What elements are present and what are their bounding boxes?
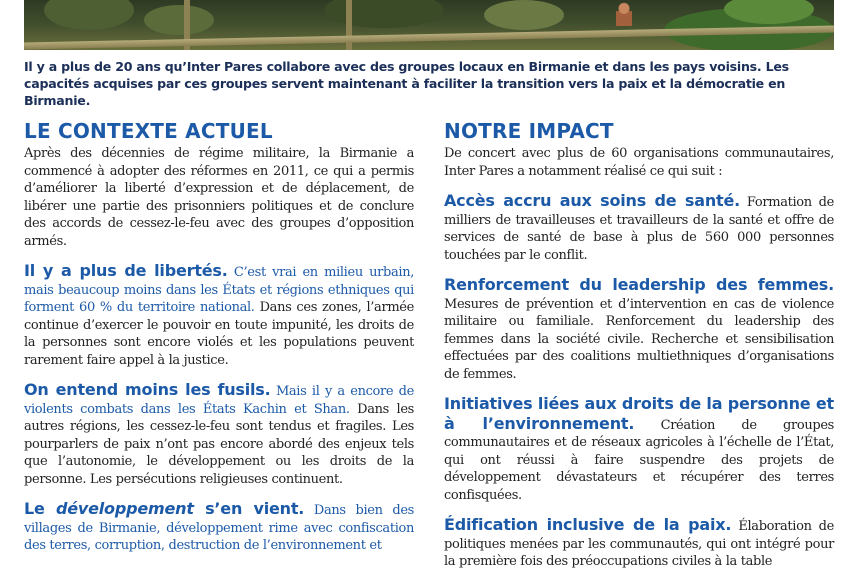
impact-peace	[444, 516, 834, 570]
lead-rights: Initiatives liées aux droits de la personne et à l’environnement.	[444, 394, 834, 433]
text-guns: Dans les autres régions, les cessez-le-feu sont tendus et fragiles. Les pourparlers de paix n’ont pas encore abordé des enjeux tels que l’autonomie, le développement ou les droits de la personne. Les persécutions religieuses continuent.	[24, 401, 414, 487]
highlight-development: Dans bien des villages de Birmanie, développement rime avec confiscation des terres, corruption, destruction de l’environnement et	[24, 503, 414, 553]
lead-health: Accès accru aux soins de santé.	[444, 191, 741, 210]
text-women: Mesures de prévention et d’intervention en cas de violence militaire ou familiale. Renforcement du leadership des femmes dans la société civile. Recherche et sensibilisation effectuées par des coalitions multiethniques d’organisations de femmes.	[444, 296, 834, 382]
impact-column	[444, 117, 834, 570]
text-freedoms: Dans ces zones, l’armée continue d’exercer le pouvoir en toute impunité, les droits de la personnes sont encore violés et les populations peuvent rarement faire appel à la justice.	[24, 300, 414, 368]
highlight-guns: Mais il y a encore de violents combats dans les États Kachin et Shan.	[24, 384, 414, 417]
context-paragraph-guns	[24, 381, 414, 488]
section-title-context: LE CONTEXTE ACTUEL	[24, 119, 273, 143]
highlight-freedoms: C’est vrai en milieu urbain, mais beaucoup moins dans les États et régions ethniques qui forment 60 % du territoire national.	[24, 265, 415, 315]
lead-development-a: Le	[24, 499, 56, 518]
context-paragraph-development	[24, 500, 414, 555]
lead-women: Renforcement du leadership des femmes.	[444, 275, 834, 294]
impact-intro: De concert avec plus de 60 organisations communautaires, Inter Pares a notamment réalisé ce qui suit :	[444, 146, 834, 179]
impact-women	[444, 276, 834, 383]
context-column	[24, 117, 414, 555]
photo-caption: Il y a plus de 20 ans qu’Inter Pares collabore avec des groupes locaux en Birmanie et dans les pays voisins. Les capacités acquises par ces groupes servent maintenant à faciliter la transition vers la paix et la démocratie en Birmanie.	[24, 59, 789, 108]
lead-development-b: s’en vient.	[193, 499, 305, 518]
header-photo	[24, 0, 834, 50]
context-intro: Après des décennies de régime militaire, la Birmanie a commencé à adopter des réformes en 2011, ce qui a permis d’améliorer la liberté d’expression et de déplacement, de libérer une partie des prisonniers politiques et de conclure des accords de cessez-le-feu avec des groupes d’opposition armés.	[24, 146, 414, 249]
impact-rights	[444, 395, 834, 504]
lead-guns: On entend moins les fusils.	[24, 380, 271, 399]
lead-peace: Édification inclusive de la paix.	[444, 515, 732, 534]
impact-health	[444, 192, 834, 264]
section-title-impact: NOTRE IMPACT	[444, 119, 614, 143]
text-health: Formation de milliers de travailleuses et travailleurs de la santé et offre de services de santé de base à plus de 560 000 personnes touchées par le conflit.	[444, 195, 834, 263]
lead-development-em: développement	[55, 499, 194, 518]
context-paragraph-freedoms	[24, 262, 414, 369]
lead-freedoms: Il y a plus de libertés.	[24, 261, 228, 280]
text-rights: Création de groupes communautaires et de réseaux agricoles à l’échelle de l’État, qui ont réussi à faire suspendre des projets de développement dévastateurs et récupérer des terres confisquées.	[444, 417, 834, 503]
text-peace: Élaboration de politiques menées par les communautés, qui ont intégré pour la première fois des préoccupations civiles à la table	[444, 519, 834, 569]
